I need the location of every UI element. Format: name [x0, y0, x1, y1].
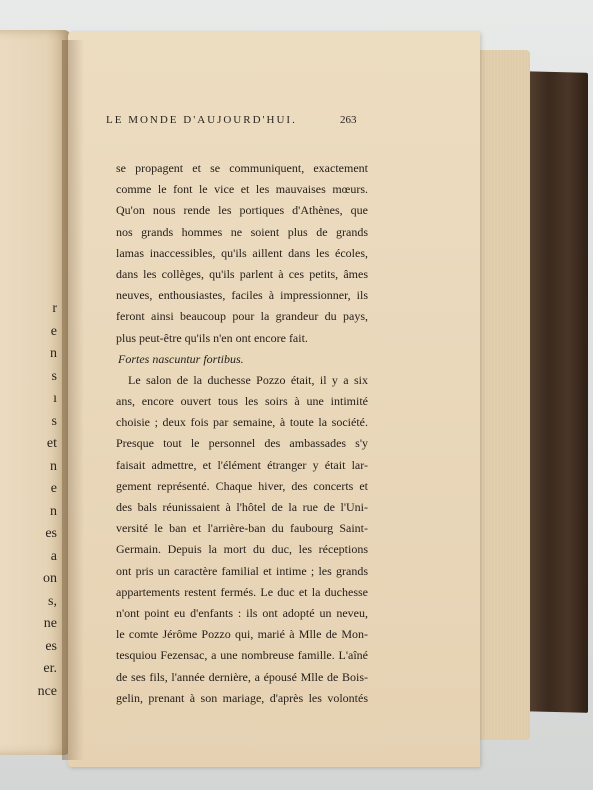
- left-page-fragment: n: [50, 503, 57, 519]
- text-line: gelin, prenant à son mariage, d'après les volontés: [116, 690, 368, 705]
- left-page-fragment: e: [50, 323, 57, 339]
- left-page-fragment: ne: [43, 616, 57, 631]
- page-number: 263: [340, 114, 357, 126]
- running-head: LE MONDE D'AUJOURD'HUI.: [106, 114, 297, 126]
- text-line: plus peut-être qu'ils n'en ont encore fait.: [116, 330, 308, 345]
- text-line: feront ainsi beaucoup pour la grandeur du pays,: [116, 309, 368, 324]
- text-line: se propagent et se communiquent, exactement: [116, 161, 368, 175]
- page-edges-stack: [472, 50, 530, 740]
- left-page-fragment: et: [46, 436, 57, 451]
- text-line: Fortes nascuntur fortibus.: [118, 351, 244, 366]
- text-line: versité le ban et l'arrière-ban du faubourg Saint-: [116, 521, 368, 536]
- left-page-fragment: a: [50, 548, 57, 564]
- text-line: de ses fils, l'année dernière, a épousé Mlle de Bois-: [116, 669, 368, 684]
- text-line: Le salon de la duchesse Pozzo était, il y a six: [128, 372, 368, 387]
- text-line: n'ont point eu d'enfants : ils ont adopté un neveu,: [116, 605, 368, 620]
- left-page-fragment: e: [50, 481, 57, 496]
- text-line: choisie ; deux fois par semaine, à toute la société.: [116, 415, 368, 430]
- left-page-fragment: nce: [37, 683, 57, 699]
- text-line: Presque tout le personnel des ambassades s'y: [116, 436, 368, 451]
- text-line: des bals réunissaient à l'hôtel de la rue de l'Uni-: [116, 500, 368, 514]
- left-page-fragment: r: [52, 301, 57, 316]
- text-line: appartements restent fermés. Le duc et la duchesse: [116, 584, 368, 599]
- left-page-fragment: es: [45, 638, 57, 654]
- text-line: Germain. Depuis la mort du duc, les réceptions: [116, 542, 368, 557]
- text-line: dans les collèges, qu'ils parlent à ces petits, âmes: [116, 266, 368, 281]
- left-page-fragment: n: [50, 346, 57, 361]
- text-line: Qu'on nous rende les portiques d'Athènes, que: [116, 203, 368, 218]
- left-page-fragment: n: [50, 458, 57, 474]
- left-page-fragment: on: [43, 571, 57, 586]
- text-line: faisait admettre, et l'élément étranger y était lar-: [116, 457, 368, 472]
- text-line: nos grands hommes ne soient plus de grands: [116, 224, 368, 239]
- book-gutter-shadow: [62, 40, 84, 760]
- book-cover-edge: [522, 71, 588, 713]
- left-page-text-fragments: [0, 298, 60, 703]
- left-page-fragment: s: [51, 368, 57, 384]
- left-page: [0, 30, 70, 755]
- text-line: comme le font le vice et les mauvaises mœurs.: [116, 182, 368, 197]
- left-page-fragment: s: [51, 413, 57, 429]
- left-page-fragment: es: [45, 526, 57, 541]
- text-line: tesquiou Fezensac, a une nombreuse famille. L'aîné: [116, 648, 368, 663]
- text-line: neuves, enthousiastes, faciles à impressionner, ils: [116, 288, 368, 303]
- text-line: lamas inaccessibles, qu'ils aillent dans les écoles,: [116, 245, 368, 260]
- left-page-fragment: s,: [48, 593, 57, 609]
- text-line: ont pris un caractère familial et intime ; les grands: [116, 563, 368, 578]
- text-line: ans, encore ouvert tous les soirs à une intimité: [116, 394, 368, 409]
- text-line: gement représenté. Chaque hiver, des concerts et: [116, 478, 368, 493]
- body-text: [116, 158, 368, 709]
- left-page-fragment: ı: [53, 391, 57, 406]
- text-line: le comte Jérôme Pozzo qui, marié à Mlle de Mon-: [116, 627, 368, 642]
- left-page-fragment: er.: [43, 661, 57, 676]
